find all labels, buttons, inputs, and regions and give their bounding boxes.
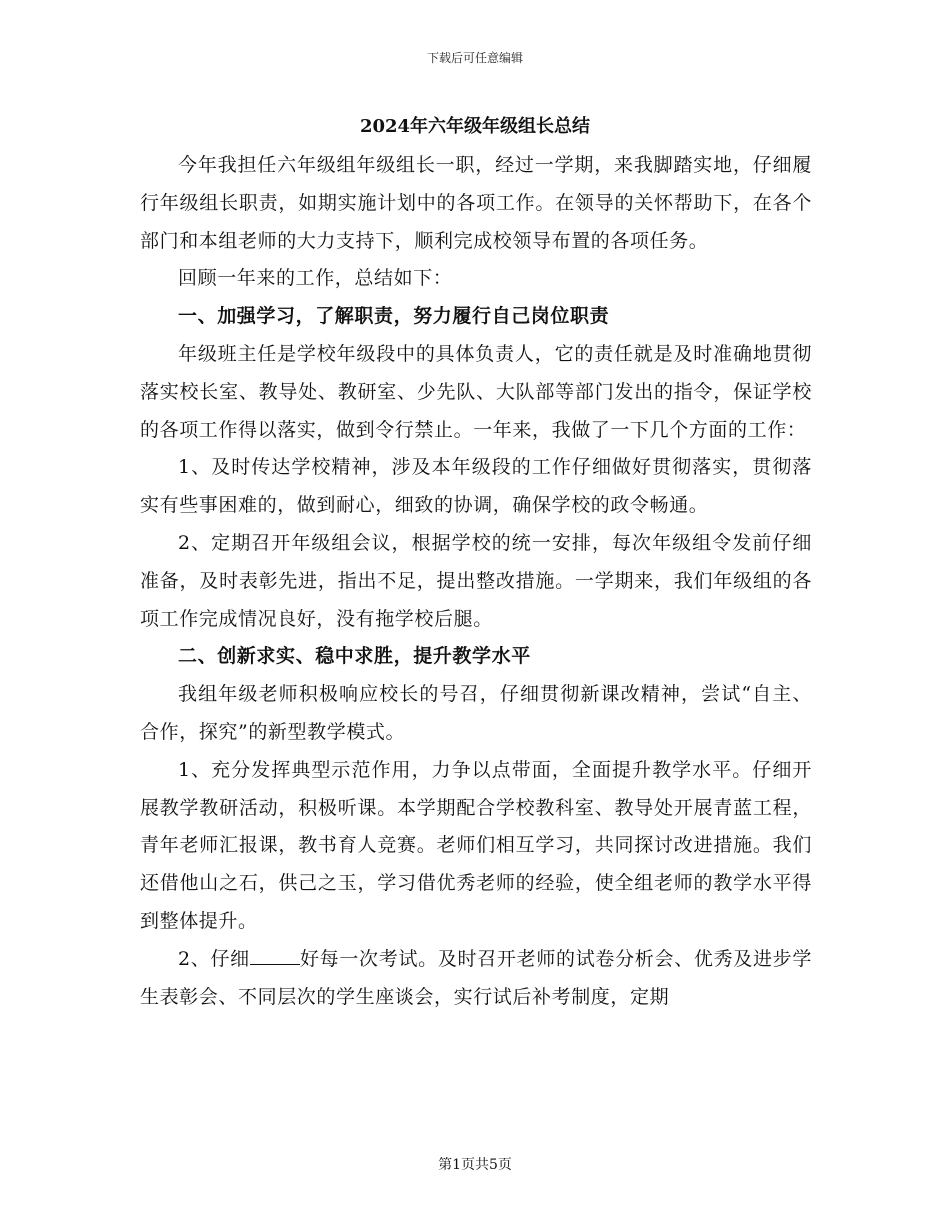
page-number: 第1页共5页 (438, 1157, 512, 1173)
paragraph-section1-intro: 年级班主任是学校年级段中的具体负责人，它的责任就是及时准确地贯彻落实校长室、教导处、教研室、少先队、大队部等部门发出的指令，保证学校的各项工作得以落实，做到令行禁止。一年来，我做了一下几个方面的工作： (140, 342, 812, 441)
paragraph-section2-item1: 1、充分发挥典型示范作用，力争以点带面，全面提升教学水平。仔细开展教学教研活动，积极听课。本学期配合学校教科室、教导处开展青蓝工程，青年老师汇报课，教书育人竞赛。老师们相互学习，共同探讨改进措施。我们还借他山之石，供己之玉，学习借优秀老师的经验，使全组老师的教学水平得到整体提升。 (140, 758, 812, 932)
fill-in-blank (250, 963, 300, 965)
paragraph-section2-intro: 我组年级老师积极响应校长的号召，仔细贯彻新课改精神，尝试“自主、合作，探究”的新型教学模式。 (140, 683, 812, 743)
paragraph-section1-item1: 1、及时传达学校精神，涉及本年级段的工作仔细做好贯彻落实，贯彻落实有些事困难的，做到耐心，细致的协调，确保学校的政令畅通。 (140, 456, 812, 517)
document-body (140, 147, 812, 1016)
paragraph-section1-item2: 2、定期召开年级组会议，根据学校的统一安排，每次年级组令发前仔细准备，及时表彰先进，指出不足，提出整改措施。一学期来，我们年级组的各项工作完成情况良好，没有拖学校后腿。 (140, 531, 812, 630)
paragraph-section2-item2 (140, 941, 812, 1017)
document-title: 2024年六年级年级组长总结 (359, 116, 591, 137)
paragraph-item2-rest: 好每一次考试。及时召开老师的试卷分析会、优秀及进步学生表彰会、不同层次的学生座谈会，实行试后补考制度，定期 (140, 947, 812, 1008)
paragraph-item2-start: 2、仔细 (178, 947, 250, 970)
paragraph-intro: 今年我担任六年级组年级组长一职，经过一学期，来我脚踏实地，仔细履行年级组长职责，如期实施计划中的各项工作。在领导的关怀帮助下，在各个部门和本组老师的大力支持下，顺利完成校领导布置的各项任务。 (140, 154, 812, 252)
paragraph-summary-lead: 回顾一年来的工作，总结如下： (178, 267, 453, 290)
section-heading-1: 一、加强学习，了解职责，努力履行自己岗位职责 (178, 305, 610, 328)
section-heading-2: 二、创新求实、稳中求胜，提升教学水平 (178, 645, 531, 668)
page-header-note: 下载后可任意编辑 (426, 51, 523, 65)
